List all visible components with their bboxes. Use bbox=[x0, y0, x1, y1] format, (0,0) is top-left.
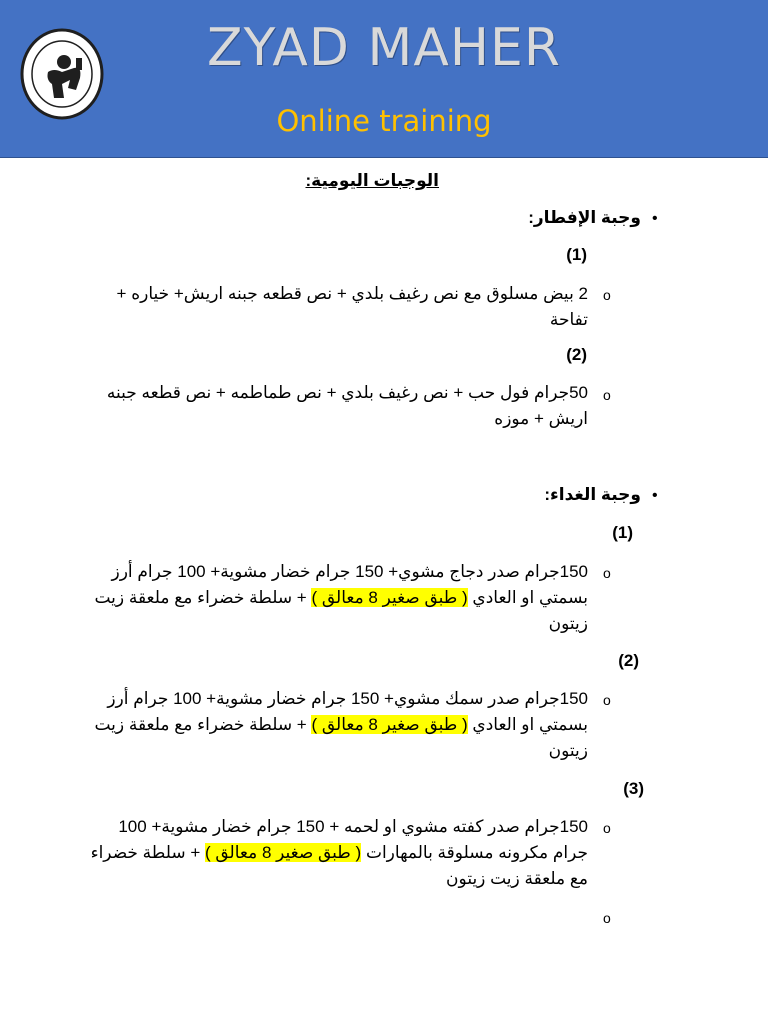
breakfast-option-2-line: 50جرام فول حب + نص رغيف بلدي + نص طماطمه + نص قطعه جبنه bbox=[106, 383, 588, 402]
breakfast-heading: وجبة الإفطار: bbox=[528, 208, 641, 227]
lunch-option-1-line: بسمتي او العادي ( طبق صغير 8 معالق ) + سلطة خضراء مع ملعقة زيت bbox=[94, 588, 588, 607]
brand-title: ZYAD MAHER bbox=[206, 18, 562, 78]
brand-subtitle: Online training bbox=[276, 104, 492, 138]
circle-bullet-icon: o bbox=[603, 910, 611, 926]
lunch-option-2-line: بسمتي او العادي ( طبق صغير 8 معالق ) + سلطة خضراء مع ملعقة زيت bbox=[94, 715, 588, 734]
bullet-icon: • bbox=[652, 487, 658, 504]
portion-highlight: ( طبق صغير 8 معالق ) bbox=[204, 843, 362, 862]
bullet-icon: • bbox=[652, 210, 658, 227]
lunch-option-3-line: جرام مكرونه مسلوقة بالمهارات ( طبق صغير 8 معالق ) + سلطة خضراء bbox=[90, 843, 588, 862]
breakfast-option-1-line: 2 بيض مسلوق مع نص رغيف بلدي + نص قطعه جبنه اريش+ خياره + bbox=[116, 284, 588, 303]
lunch-option-1-line: زيتون bbox=[548, 614, 588, 633]
lunch-option-3-line: مع ملعقة زيت زيتون bbox=[446, 869, 588, 888]
circle-bullet-icon: o bbox=[603, 287, 611, 303]
circle-bullet-icon: o bbox=[603, 820, 611, 836]
lunch-option-1-label: (1) bbox=[612, 523, 633, 542]
lunch-option-3-line: 150جرام صدر كفته مشوي او لحمه + 150 جرام خضار مشوية+ 100 bbox=[118, 817, 588, 836]
lunch-option-1-line: 150جرام صدر دجاج مشوي+ 150 جرام خضار مشوية+ 100 جرام أرز bbox=[111, 562, 588, 581]
circle-bullet-icon: o bbox=[603, 387, 611, 403]
lunch-option-3-label: (3) bbox=[623, 779, 644, 798]
circle-bullet-icon: o bbox=[603, 692, 611, 708]
lunch-heading: وجبة الغداء: bbox=[544, 485, 641, 504]
breakfast-option-1-line: تفاحة bbox=[549, 310, 588, 329]
portion-highlight: ( طبق صغير 8 معالق ) bbox=[311, 715, 468, 734]
lunch-option-2-line: زيتون bbox=[548, 741, 588, 760]
lunch-option-2-label: (2) bbox=[618, 651, 639, 670]
lunch-option-2-line: 150جرام صدر سمك مشوي+ 150 جرام خضار مشوية+ 100 جرام أرز bbox=[107, 689, 588, 708]
breakfast-option-1-label: (1) bbox=[566, 245, 587, 264]
breakfast-option-2-label: (2) bbox=[566, 345, 587, 364]
page-title: الوجبات اليومية: bbox=[305, 171, 439, 190]
circle-bullet-icon: o bbox=[603, 565, 611, 581]
breakfast-option-2-line: اريش + موزه bbox=[494, 409, 588, 428]
portion-highlight: ( طبق صغير 8 معالق ) bbox=[311, 588, 468, 607]
